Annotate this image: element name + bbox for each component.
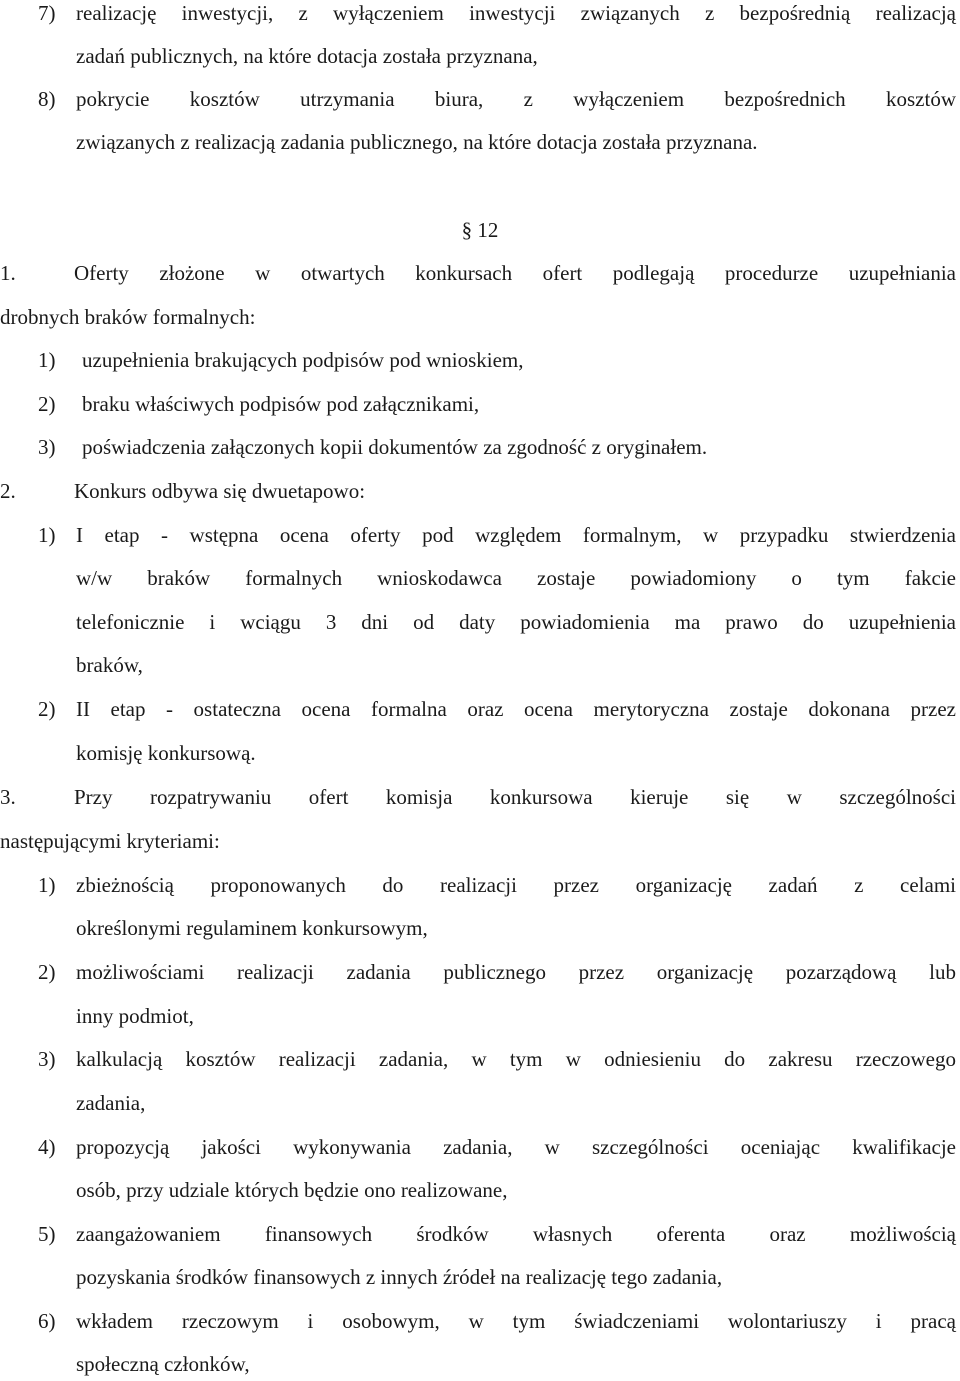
list-item-text: społeczną członków, <box>76 1352 250 1376</box>
list-item-text: możliwościami realizacji zadania publicznego przez organizację pozarządową lub <box>76 960 956 984</box>
paragraph-text: Oferty złożone w otwartych konkursach ofert podlegają procedurze uzupełniania <box>74 261 956 285</box>
list-number: 5) <box>38 1222 56 1246</box>
list-item-text: telefonicznie i wciągu 3 dni od daty powiadomienia ma prawo do uzupełnienia <box>76 610 956 634</box>
list-number: 3) <box>38 435 56 459</box>
paragraph-text: następującymi kryteriami: <box>0 829 220 853</box>
list-number: 3) <box>38 1047 56 1071</box>
list-item-text: realizację inwestycji, z wyłączeniem inwestycji związanych z bezpośrednią realizacją <box>76 1 956 25</box>
list-number: 1) <box>38 348 56 372</box>
list-item-text: osób, przy udziale których będzie ono realizowane, <box>76 1178 508 1202</box>
list-number: 1) <box>38 523 56 547</box>
list-item-text: braków, <box>76 653 143 677</box>
list-item-text: uzupełnienia brakujących podpisów pod wnioskiem, <box>82 348 524 372</box>
list-item-text: inny podmiot, <box>76 1004 194 1028</box>
list-item-text: pokrycie kosztów utrzymania biura, z wyłączeniem bezpośrednich kosztów <box>76 87 956 111</box>
list-item-text: kalkulacją kosztów realizacji zadania, w tym w odniesieniu do zakresu rzeczowego <box>76 1047 956 1071</box>
list-item-text: zadań publicznych, na które dotacja została przyznana, <box>76 44 538 68</box>
list-number: 1) <box>38 873 56 897</box>
list-item-text: w/w braków formalnych wnioskodawca zostaje powiadomiony o tym fakcie <box>76 566 956 590</box>
list-item-text: zadania, <box>76 1091 146 1115</box>
list-number: 7) <box>38 1 56 25</box>
paragraph-number: 2. <box>0 479 16 503</box>
list-item-text: komisję konkursową. <box>76 741 256 765</box>
list-item-text: zaangażowaniem finansowych środków własnych oferenta oraz możliwością <box>76 1222 956 1246</box>
paragraph-text: Przy rozpatrywaniu ofert komisja konkursowa kieruje się w szczególności <box>74 785 956 809</box>
list-item-text: związanych z realizacją zadania publicznego, na które dotacja została przyznana. <box>76 130 758 154</box>
paragraph-text: Konkurs odbywa się dwuetapowo: <box>74 479 366 503</box>
list-item-text: pozyskania środków finansowych z innych źródeł na realizację tego zadania, <box>76 1265 723 1289</box>
list-number: 4) <box>38 1135 56 1159</box>
list-item-text: poświadczenia załączonych kopii dokumentów za zgodność z oryginałem. <box>82 435 708 459</box>
list-item-text: wkładem rzeczowym i osobowym, w tym świadczeniami wolontariuszy i pracą <box>76 1309 956 1333</box>
paragraph-text: drobnych braków formalnych: <box>0 305 256 329</box>
paragraph-number: 3. <box>0 785 16 809</box>
section-heading: § 12 <box>461 218 499 242</box>
list-number: 6) <box>38 1309 56 1333</box>
list-item-text: zbieżnością proponowanych do realizacji przez organizację zadań z celami <box>76 873 956 897</box>
list-number: 2) <box>38 960 56 984</box>
list-item-text: braku właściwych podpisów pod załącznikami, <box>82 392 480 416</box>
list-item-text: określonymi regulaminem konkursowym, <box>76 916 428 940</box>
paragraph-number: 1. <box>0 261 16 285</box>
list-item-text: propozycją jakości wykonywania zadania, w szczególności oceniając kwalifikacje <box>76 1135 956 1159</box>
list-number: 2) <box>38 697 56 721</box>
list-item-text: II etap - ostateczna ocena formalna oraz ocena merytoryczna zostaje dokonana przez <box>76 697 956 721</box>
list-number: 2) <box>38 392 56 416</box>
list-item-text: I etap - wstępna ocena oferty pod względem formalnym, w przypadku stwierdzenia <box>76 523 956 547</box>
list-number: 8) <box>38 87 56 111</box>
